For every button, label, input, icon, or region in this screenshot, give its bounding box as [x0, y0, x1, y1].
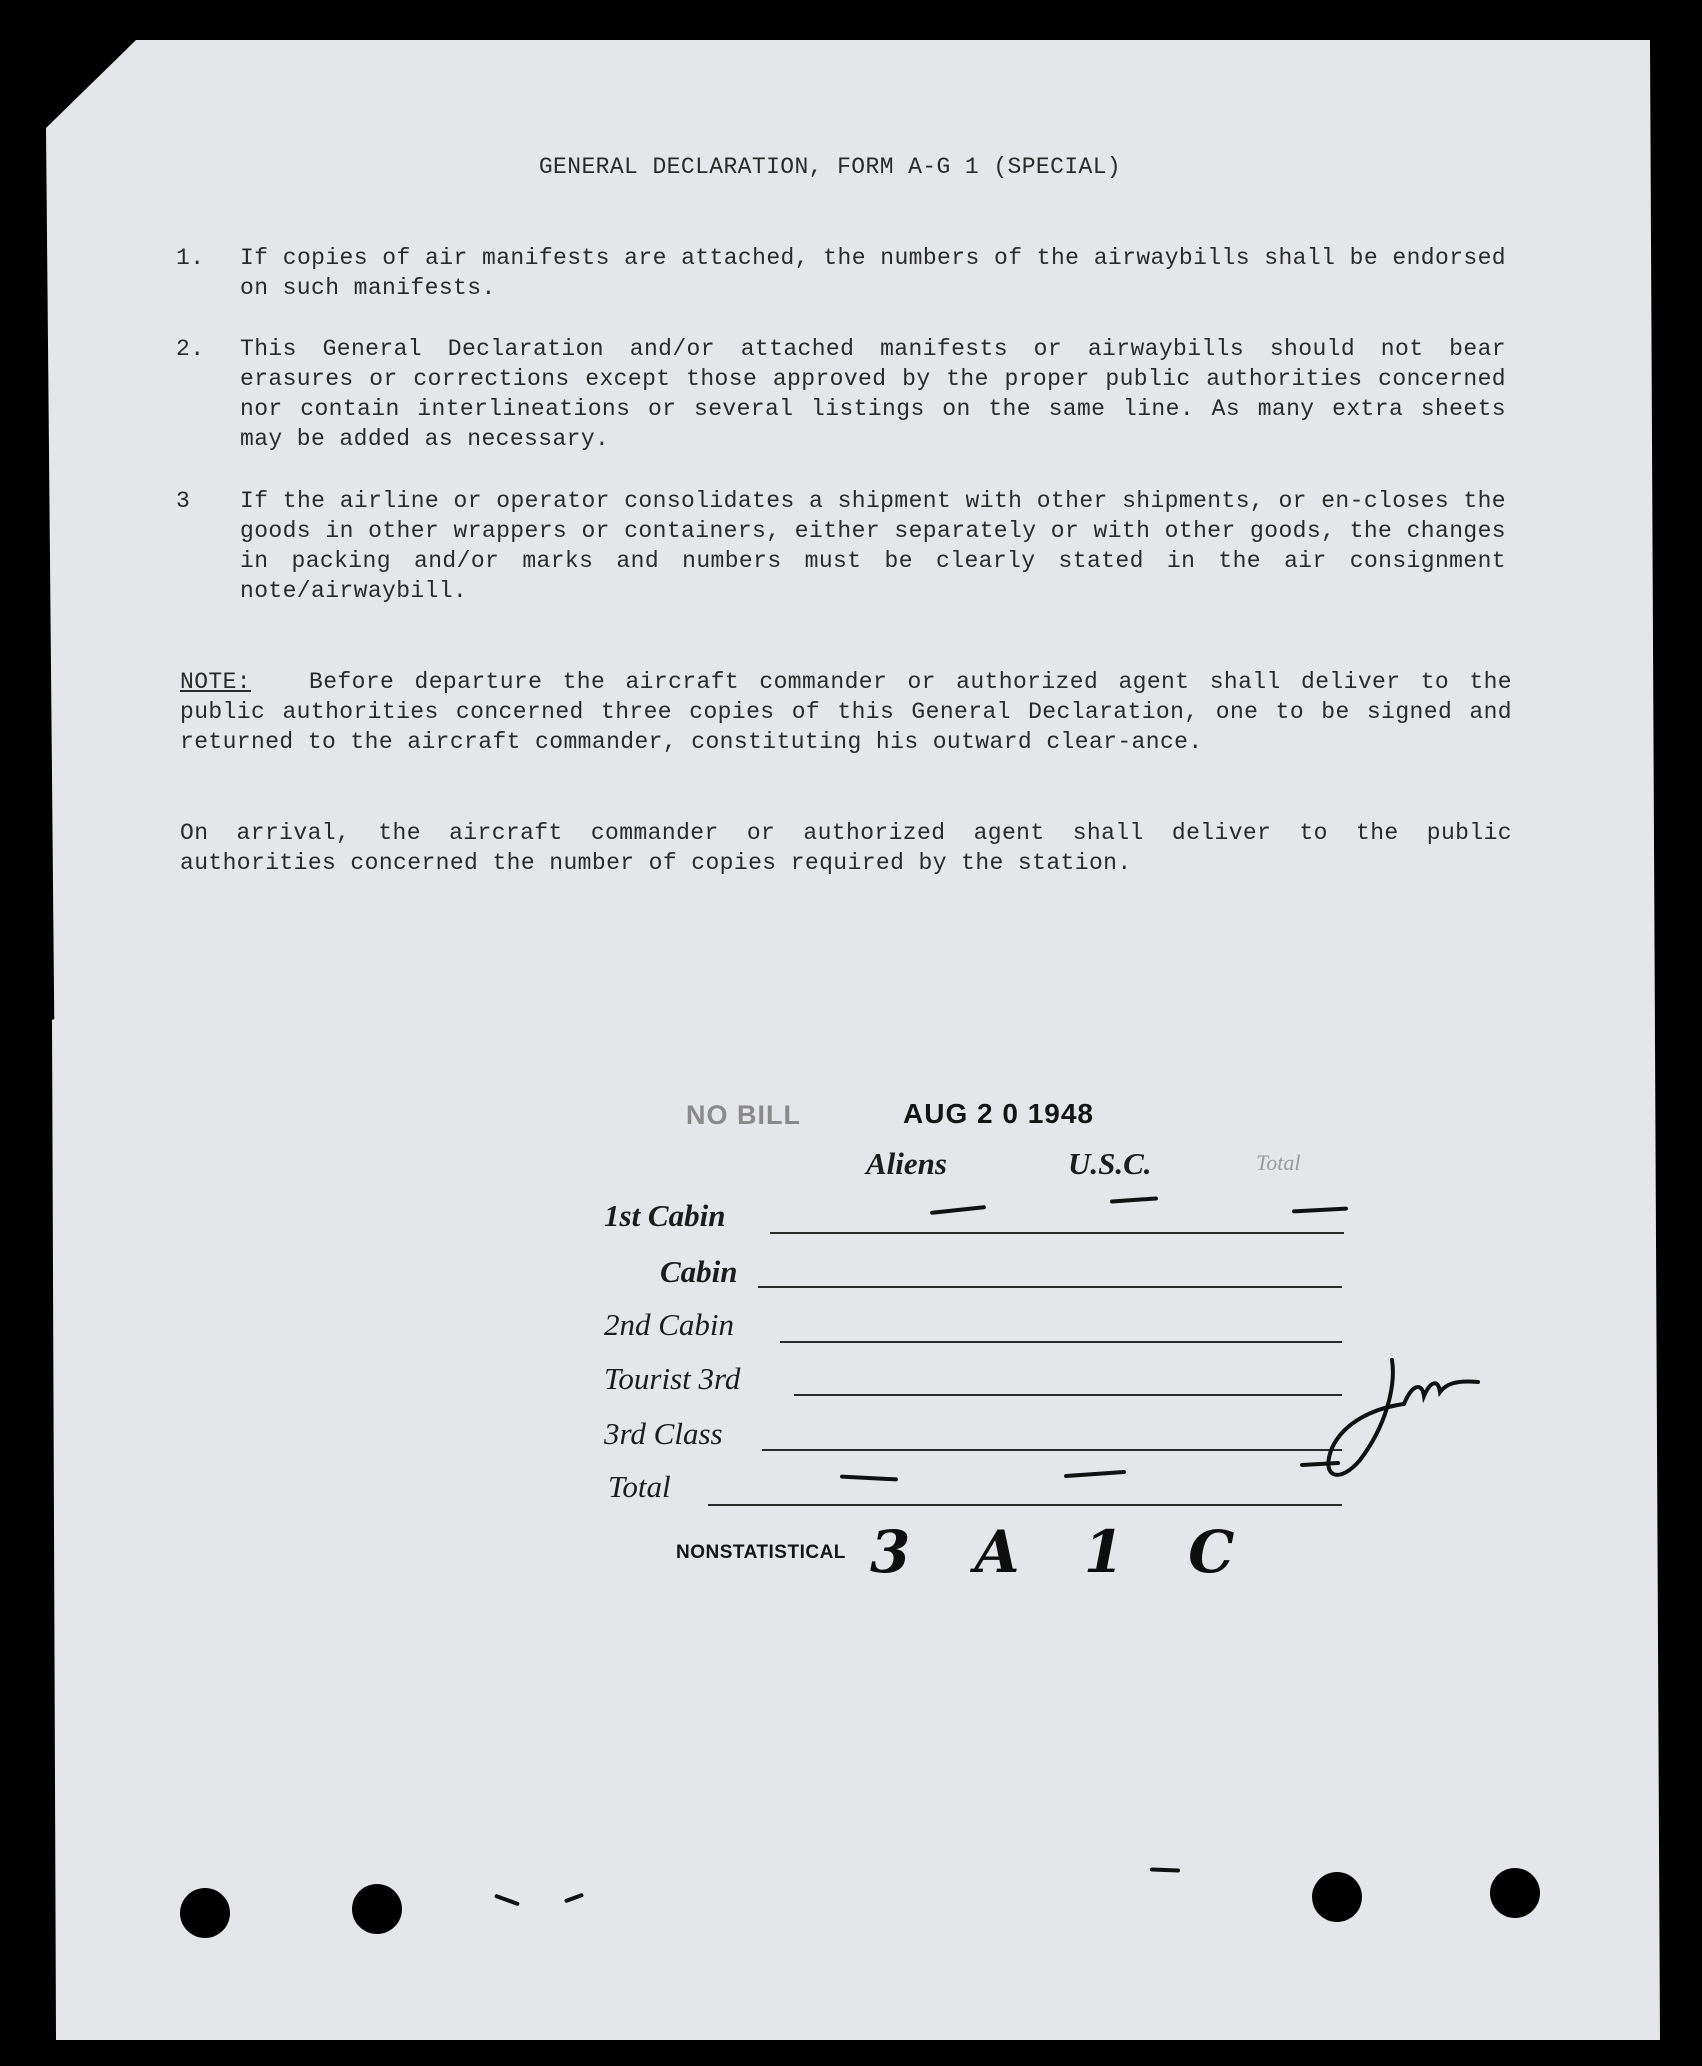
item-number: 3: [176, 488, 191, 514]
row-label-tourist-3rd: Tourist 3rd: [604, 1361, 741, 1396]
note-text: Before departure the aircraft commander or authorized agent shall deliver to the public authorities concerned three copies of this General Declaration, one to be signed and returned to the aircraft commander, constituting his outward clear-ance.: [180, 669, 1512, 755]
handwritten-initials-icon: [1300, 1338, 1490, 1488]
date-stamp: AUG 2 0 1948: [903, 1098, 1094, 1129]
item-number: 2.: [176, 336, 205, 362]
column-header-aliens: Aliens: [866, 1146, 947, 1181]
row-label-1st-cabin: 1st Cabin: [604, 1198, 726, 1233]
form-title: GENERAL DECLARATION, FORM A-G 1 (SPECIAL): [538, 154, 1122, 180]
nonstatistical-label: NONSTATISTICAL: [676, 1542, 846, 1563]
punch-hole: [352, 1884, 402, 1934]
row-label-3rd-class: 3rd Class: [604, 1416, 723, 1451]
row-label-total: Total: [608, 1469, 671, 1504]
punch-hole: [1490, 1868, 1540, 1918]
no-bill-stamp: NO BILL: [686, 1100, 801, 1130]
column-header-total: Total: [1256, 1150, 1301, 1175]
row-label-2nd-cabin: 2nd Cabin: [604, 1307, 735, 1342]
departure-note: [180, 667, 1512, 757]
item-number: 1.: [176, 245, 205, 271]
punch-hole: [180, 1888, 230, 1938]
row-rule: [708, 1504, 1342, 1506]
item-text: If copies of air manifests are attached, the numbers of the airwaybills shall be endorsed on such manifests.: [240, 245, 1506, 301]
row-rule: [780, 1341, 1342, 1343]
row-rule: [770, 1232, 1344, 1234]
note-label: NOTE:: [180, 669, 252, 695]
row-rule: [758, 1286, 1342, 1288]
arrival-note: On arrival, the aircraft commander or authorized agent shall deliver to the public authorities concerned the number of copies required by the station.: [180, 820, 1512, 876]
item-text: This General Declaration and/or attached manifests or airwaybills should not bear erasures or corrections except those approved by the proper public authorities concerned nor contain interlineations or several listings on the same line. As many extra sheets may be added as necessary.: [240, 336, 1506, 452]
row-label-cabin: Cabin: [660, 1254, 738, 1289]
punch-hole: [1312, 1872, 1362, 1922]
column-header-usc: U.S.C.: [1068, 1146, 1152, 1181]
nonstatistical-value: 3 A 1 C: [870, 1518, 1257, 1586]
row-rule: [762, 1449, 1342, 1451]
row-rule: [794, 1394, 1342, 1396]
item-text: If the airline or operator consolidates a shipment with other shipments, or en-closes the goods in other wrappers or containers, either separately or with other goods, the changes in packing and/or marks and numbers must be clearly stated in the air consignment note/airwaybill.: [240, 488, 1506, 604]
